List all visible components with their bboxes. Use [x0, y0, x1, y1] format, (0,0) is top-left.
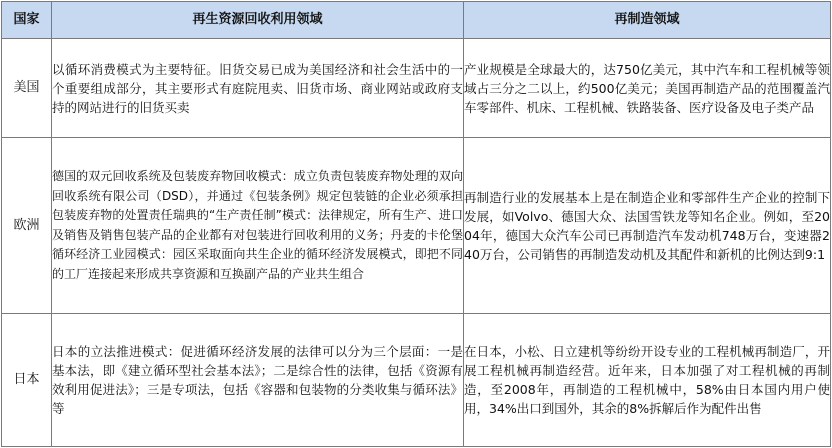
- table-row-europe: [2, 138, 831, 314]
- table-row-japan: [2, 314, 831, 447]
- recycling-cell: 德国的双元回收系统及包装废弃物回收模式：成立负责包装废弃物处理的双向回收系统有限公司（DSD），并通过《包装条例》规定包装链的企业必须承担包装废弃物的处置责任瑞典的“生产责任制”模式：法律规定，所有生产、进口及销售及销售包装产品的企业都有对包装进行回收利用的义务；丹麦的卡伦堡循环经济工业园模式：园区采取面向共生企业的循环经济发展模式，即把不同的工厂连接起来形成共享资源和互换副产品的产业共生组合: [52, 138, 464, 314]
- header-recycling: 再生资源回收利用领域: [52, 2, 464, 39]
- header-country: 国家: [2, 2, 52, 39]
- country-cell: 美国: [2, 39, 52, 138]
- remanufacturing-cell: 在日本，小松、日立建机等纷纷开设专业的工程机械再制造厂，开展工程机械再制造经营。近年来，日本加强了对工程机械的再制造，至2008年，再制造的工程机械中，58%由日本国内用户使用，34%出口到国外，其余的8%拆解后作为配件出售: [464, 314, 831, 447]
- header-row: [2, 2, 831, 39]
- recycling-cell: 以循环消费模式为主要特征。旧货交易已成为美国经济和社会生活中的一个重要组成部分，其主要形式有庭院甩卖、旧货市场、商业网站或政府支持的网站进行的旧货买卖: [52, 39, 464, 138]
- table-row-usa: [2, 39, 831, 138]
- comparison-table: [1, 1, 831, 447]
- header-remanufacturing: 再制造领域: [464, 2, 831, 39]
- remanufacturing-cell: 产业规模是全球最大的，达750亿美元，其中汽车和工程机械等领域占三分之二以上，约500亿美元；美国再制造产品的范围覆盖汽车零部件、机床、工程机械、铁路装备、医疗设备及电子类产品: [464, 39, 831, 138]
- remanufacturing-cell: 再制造行业的发展基本上是在制造企业和零部件生产企业的控制下发展，如Volvo、德国大众、法国雪铁龙等知名企业。例如，至2004年，德国大众汽车公司已再制造汽车发动机748万台，变速器240万台，公司销售的再制造发动机及其配件和新机的比例达到9:1: [464, 138, 831, 314]
- recycling-cell: 日本的立法推进模式：促进循环经济发展的法律可以分为三个层面：一是基本法，即《建立循环型社会基本法》；二是综合性的法律，包括《资源有效利用促进法》；三是专项法，包括《容器和包装物的分类收集与循环法》等: [52, 314, 464, 447]
- country-cell: 欧洲: [2, 138, 52, 314]
- country-cell: 日本: [2, 314, 52, 447]
